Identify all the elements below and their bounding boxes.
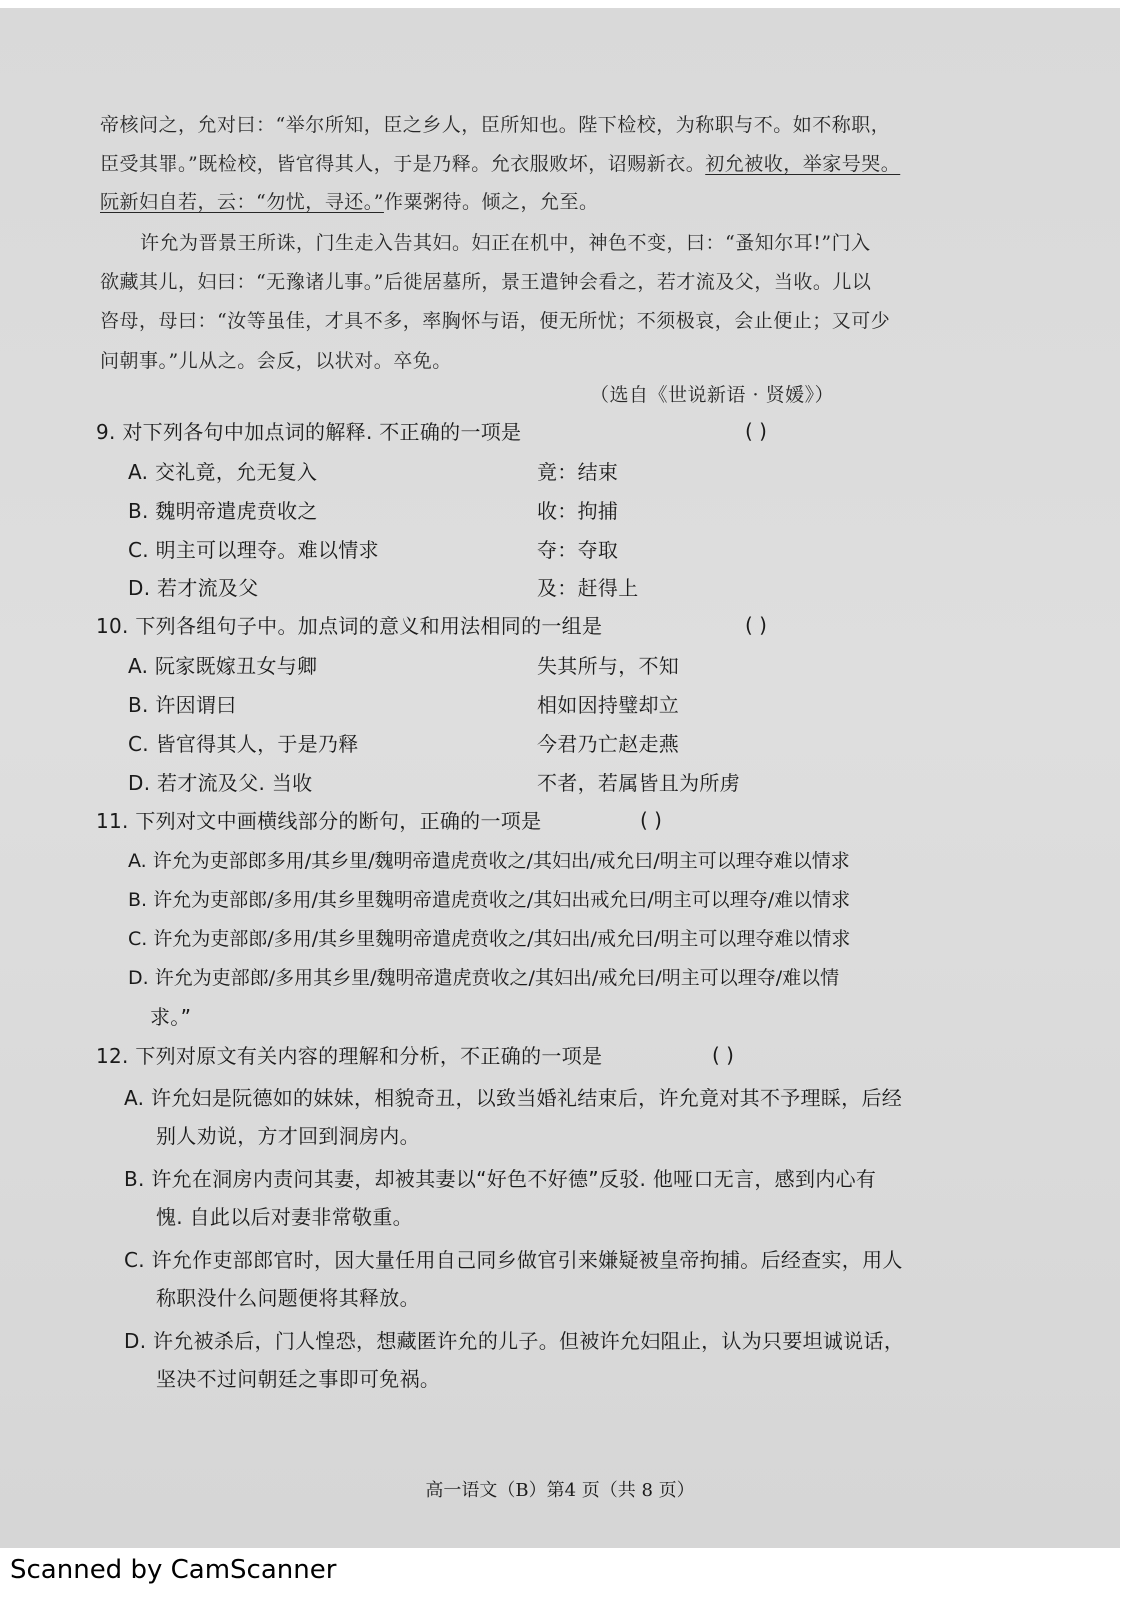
question-12-option-b-line-2: 愧. 自此以后对妻非常敬重。 xyxy=(156,1205,413,1229)
question-10-option-a-compare: 失其所与，不知 xyxy=(537,654,680,678)
question-11-option-c: C. 许允为吏部郎/多用/其乡里魏明帝遣虎贲收之/其妇出/戒允曰/明主可以理夺难以情求 xyxy=(128,928,851,950)
question-10-option-c-compare: 今君乃亡赵走燕 xyxy=(537,732,680,756)
passage-paragraph-2-line-1: 许允为晋景王所诛，门生走入告其妇。妇正在机中，神色不变，曰：“蚤知尔耳!”门入 xyxy=(140,232,871,254)
underlined-phrase-2: 阮新妇自若，云：“勿忧，寻还。” xyxy=(100,191,384,213)
question-9-answer-blank: ( ) xyxy=(745,419,767,443)
question-12-option-d-line-1: D. 许允被杀后，门人惶恐，想藏匿许允的儿子。但被许允妇阻止，认为只要坦诚说话， xyxy=(124,1329,905,1353)
question-11-option-d-line-1: D. 许允为吏部郎/多用其乡里/魏明帝遣虎贲收之/其妇出/戒允曰/明主可以理夺/难以情 xyxy=(128,967,840,989)
passage-source: （选自《世说新语 · 贤媛》） xyxy=(590,384,835,406)
question-11-stem: 11. 下列对文中画横线部分的断句，正确的一项是 xyxy=(96,809,542,833)
question-11-option-b: B. 许允为吏部郎/多用/其乡里魏明帝遣虎贲收之/其妇出戒允曰/明主可以理夺/难以情求 xyxy=(128,889,851,911)
passage-line-3 xyxy=(100,189,598,215)
question-9-option-c-gloss: 夺：夺取 xyxy=(537,538,619,562)
question-11-option-a: A. 许允为吏部郎多用/其乡里/魏明帝遣虎贲收之/其妇出/戒允曰/明主可以理夺难以情求 xyxy=(128,850,850,872)
passage-line-2-text: 臣受其罪。”既检校，皆官得其人，于是乃释。允衣服败坏，诏赐新衣。 xyxy=(100,153,706,175)
underlined-phrase-1: 初允被收，举家号哭。 xyxy=(705,153,901,175)
question-10-answer-blank: ( ) xyxy=(745,613,767,637)
scanner-watermark: Scanned by CamScanner xyxy=(10,1555,337,1585)
question-12-option-b-line-1: B. 许允在洞房内责问其妻，却被其妻以“好色不好德”反驳. 他哑口无言，感到内心有 xyxy=(124,1167,877,1191)
question-11-answer-blank: ( ) xyxy=(640,808,662,832)
passage-line-1: 帝核问之，允对曰：“举尔所知，臣之乡人，臣所知也。陛下检校，为称职与不。如不称职， xyxy=(100,114,891,136)
question-11-option-d-line-2: 求。” xyxy=(150,1005,192,1029)
question-12-stem: 12. 下列对原文有关内容的理解和分析，不正确的一项是 xyxy=(96,1044,603,1068)
question-10-stem: 10. 下列各组句子中。加点词的意义和用法相同的一组是 xyxy=(96,614,603,638)
question-9-option-b: B. 魏明帝遣虎贲收之 xyxy=(128,499,318,523)
question-10-option-d-compare: 不者，若属皆且为所虏 xyxy=(537,771,740,795)
scanned-page xyxy=(0,8,1120,1548)
question-10-option-d: D. 若才流及父. 当收 xyxy=(128,771,313,795)
question-9-option-a: A. 交礼竟，允无复入 xyxy=(128,460,318,484)
page-footer: 高一语文（B）第4 页（共 8 页） xyxy=(425,1480,695,1501)
question-9-option-b-gloss: 收：拘捕 xyxy=(537,499,619,523)
question-9-option-a-gloss: 竟：结束 xyxy=(537,460,619,484)
passage-paragraph-2-line-2: 欲藏其儿，妇曰：“无豫诸儿事。”后徙居墓所，景王遣钟会看之，若才流及父，当收。儿以 xyxy=(100,271,872,293)
passage-paragraph-2-line-3: 咨母，母曰：“汝等虽佳，才具不多，率胸怀与语，便无所忧；不须极哀，会止便止；又可少 xyxy=(100,310,891,332)
question-12-option-d-line-2: 坚决不过问朝廷之事即可免祸。 xyxy=(156,1367,441,1391)
question-10-option-b-compare: 相如因持璧却立 xyxy=(537,693,680,717)
question-12-answer-blank: ( ) xyxy=(712,1043,734,1067)
question-12-option-c-line-1: C. 许允作吏部郎官时，因大量任用自己同乡做官引来嫌疑被皇帝拘捕。后经查实，用人 xyxy=(124,1248,903,1272)
passage-line-2 xyxy=(100,151,900,177)
question-12-option-c-line-2: 称职没什么问题便将其释放。 xyxy=(156,1286,420,1310)
question-10-option-a: A. 阮家既嫁丑女与卿 xyxy=(128,654,318,678)
question-9-option-c: C. 明主可以理夺。难以情求 xyxy=(128,538,379,562)
passage-line-3-text: 作粟粥待。倾之，允至。 xyxy=(383,191,599,213)
question-12-option-a-line-2: 别人劝说，方才回到洞房内。 xyxy=(156,1124,420,1148)
question-10-option-c: C. 皆官得其人，于是乃释 xyxy=(128,732,359,756)
question-10-option-b: B. 许因谓曰 xyxy=(128,693,237,717)
question-12-option-a-line-1: A. 许允妇是阮德如的妹妹，相貌奇丑，以致当婚礼结束后，许允竟对其不予理睬，后经 xyxy=(124,1086,903,1110)
question-9-option-d-gloss: 及：赶得上 xyxy=(537,576,639,600)
question-9-option-d: D. 若才流及父 xyxy=(128,576,259,600)
question-9-stem: 9. 对下列各句中加点词的解释. 不正确的一项是 xyxy=(96,420,522,444)
passage-paragraph-2-line-4: 问朝事。”儿从之。会反，以状对。卒免。 xyxy=(100,350,452,372)
